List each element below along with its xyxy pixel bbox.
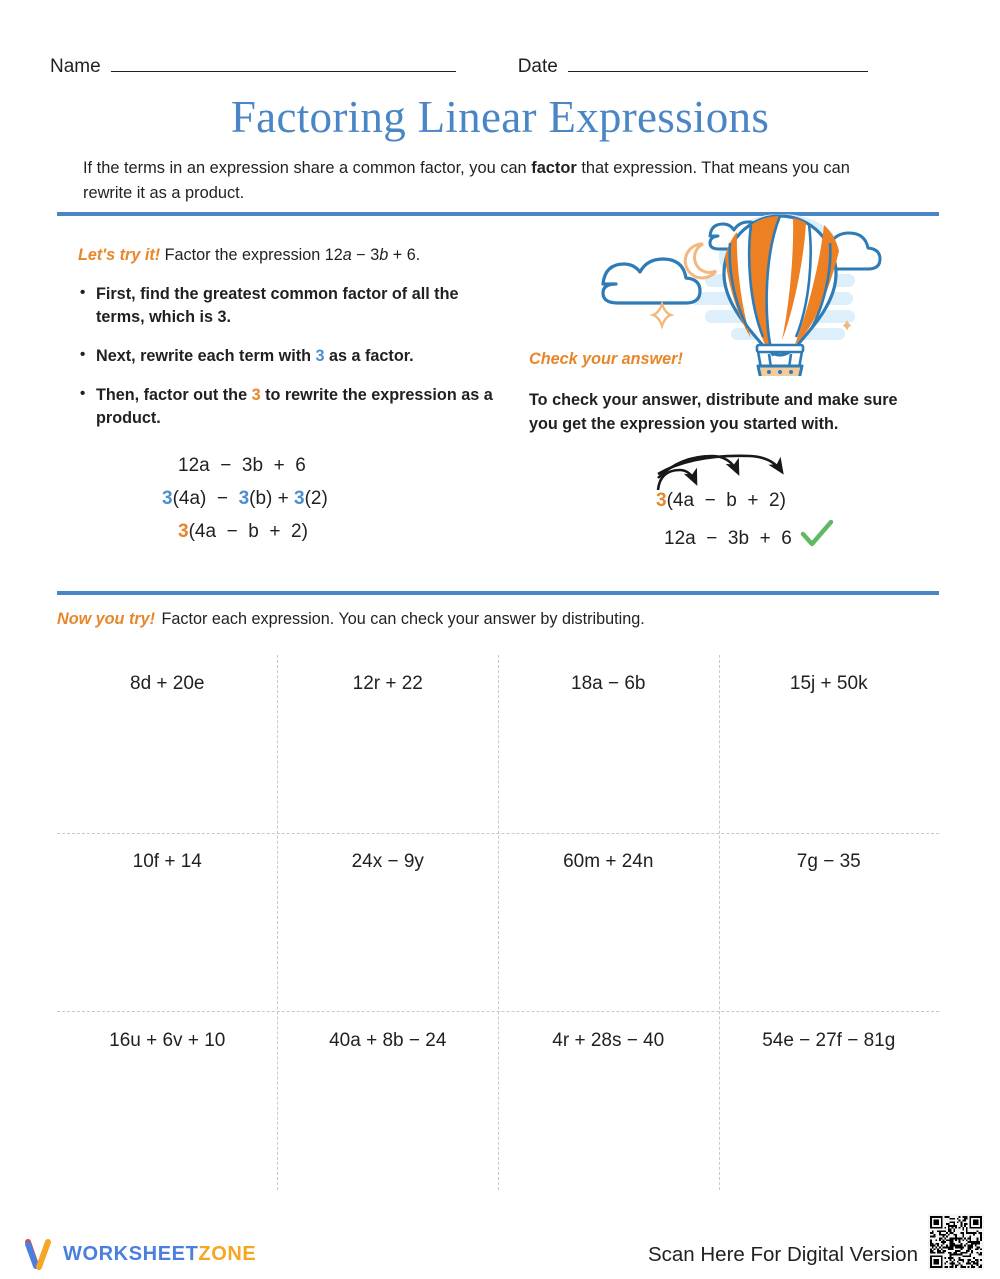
worked-line-2 <box>150 489 440 508</box>
worked-line-2-part-4: 3 <box>294 488 305 509</box>
practice-problem-r2-c1[interactable]: 10f + 14 <box>132 851 202 873</box>
balloon-rigging <box>757 345 803 368</box>
worked-line-2-part-0: 3 <box>162 488 173 509</box>
prompt-variable-b: b <box>379 246 389 264</box>
practice-problem-r3-c2[interactable]: 40a + 8b − 24 <box>329 1029 447 1051</box>
practice-problem-r2-c4[interactable]: 7g − 35 <box>796 851 861 873</box>
practice-grid <box>57 655 939 1190</box>
worked-line-3 <box>150 522 440 541</box>
lets-try-lead <box>78 244 508 267</box>
cloud-wash <box>689 214 855 340</box>
sparkle-icon-large <box>653 304 671 326</box>
logo-w-mark <box>24 1238 54 1270</box>
check-answer-body: To check your answer, distribute and make sure you get the expression you started with. <box>529 391 898 434</box>
check-line-1 <box>656 490 786 512</box>
lets-try-prompt-before: Factor the expression 12 <box>160 246 343 264</box>
worked-line-2-part-5: (2) <box>304 488 328 509</box>
bullet-3-text-before: Then, factor out the <box>96 386 252 405</box>
practice-cells <box>57 655 939 1190</box>
hot-air-balloon-illustration <box>585 196 885 376</box>
divider-bottom <box>57 591 939 595</box>
logo-text-secondary: ZONE <box>198 1242 257 1265</box>
check-line-2: 12a − 3b + 6 <box>664 528 792 549</box>
name-date-row <box>50 55 950 85</box>
balloon-envelope <box>724 216 839 356</box>
intro-text-before: If the terms in an expression share a common factor, you can <box>83 159 532 177</box>
check-answer-heading: Check your answer! <box>529 350 683 368</box>
worked-line-3-part-1: (4a − b + 2) <box>188 521 308 542</box>
lets-try-prompt-after: + 6. <box>388 246 421 264</box>
practice-problem-r2-c3[interactable]: 60m + 24n <box>563 851 654 873</box>
balloon-basket <box>758 366 802 376</box>
prompt-variable-a: a <box>342 246 352 264</box>
logo-text <box>63 1243 256 1266</box>
name-input-line[interactable] <box>111 55 456 72</box>
worked-line-2-part-1: (4a) − <box>172 488 239 509</box>
divider-top <box>57 212 939 216</box>
bullet-item-3 <box>78 384 508 430</box>
crescent-moon-icon <box>685 244 716 278</box>
worked-example-equations <box>150 456 440 555</box>
lets-try-prompt-mid: − 3 <box>351 246 380 264</box>
now-you-try-header <box>57 610 645 629</box>
now-you-try-instruction: Factor each expression. You can check your answer by distributing. <box>157 610 645 628</box>
bullet-2-highlight: 3 <box>315 347 325 366</box>
cloud-upper-left <box>710 222 771 249</box>
date-label: Date <box>517 56 558 77</box>
worked-line-3-part-0: 3 <box>178 521 189 542</box>
practice-problem-r1-c2[interactable]: 12r + 22 <box>352 673 423 694</box>
lets-try-bullet-list <box>78 283 508 430</box>
intro-paragraph <box>83 156 888 206</box>
intro-bold-word: factor <box>531 159 577 177</box>
page-title: Factoring Linear Expressions <box>230 92 770 142</box>
intro-text-after: that expression. That means you can rewrite it as a product. <box>83 159 850 202</box>
practice-problem-r2-c2[interactable]: 24x − 9y <box>351 851 424 873</box>
check-line-1-part-1: (4a − b + 2) <box>666 490 786 511</box>
practice-problem-r3-c1[interactable]: 16u + 6v + 10 <box>109 1029 226 1051</box>
bullet-1-text: First, find the greatest common factor of all the terms, which is 3. <box>96 285 459 327</box>
checkmark-icon <box>800 520 834 550</box>
bullet-item-1 <box>78 283 508 329</box>
bullet-2-text-before: Next, rewrite each term with <box>96 347 316 366</box>
practice-problem-r3-c4[interactable]: 54e − 27f − 81g <box>762 1029 896 1051</box>
practice-problem-r1-c1[interactable]: 8d + 20e <box>130 673 205 694</box>
scan-instruction-text: Scan Here For Digital Version <box>647 1243 918 1266</box>
practice-problem-r1-c3[interactable]: 18a − 6b <box>571 673 646 694</box>
cloud-right <box>800 233 880 269</box>
bullet-3-text-after: to rewrite the expression as a product. <box>96 386 493 428</box>
check-line-1-part-0: 3 <box>656 490 667 511</box>
lets-try-tag: Let's try it! <box>78 246 161 264</box>
bullet-3-highlight: 3 <box>251 386 261 405</box>
qr-code[interactable] <box>928 1214 984 1270</box>
sparkle-icon-small <box>843 320 852 331</box>
cloud-left <box>603 259 700 303</box>
logo-text-primary: WORKSHEET <box>63 1242 199 1265</box>
bullet-2-text-after: as a factor. <box>324 347 414 366</box>
practice-problem-r3-c3[interactable]: 4r + 28s − 40 <box>552 1029 665 1051</box>
now-you-try-tag: Now you try! <box>57 610 156 628</box>
bullet-item-2 <box>78 345 508 368</box>
practice-problem-r1-c4[interactable]: 15j + 50k <box>789 673 868 694</box>
lets-try-block <box>78 244 508 446</box>
worksheet-zone-logo[interactable] <box>24 1238 256 1270</box>
worked-line-1: 12a − 3b + 6 <box>178 455 306 476</box>
worked-line-2-part-2: 3 <box>238 488 250 509</box>
worked-line-2-part-3: (b) + <box>249 488 295 509</box>
date-input-line[interactable] <box>568 55 868 72</box>
name-label: Name <box>50 56 101 77</box>
